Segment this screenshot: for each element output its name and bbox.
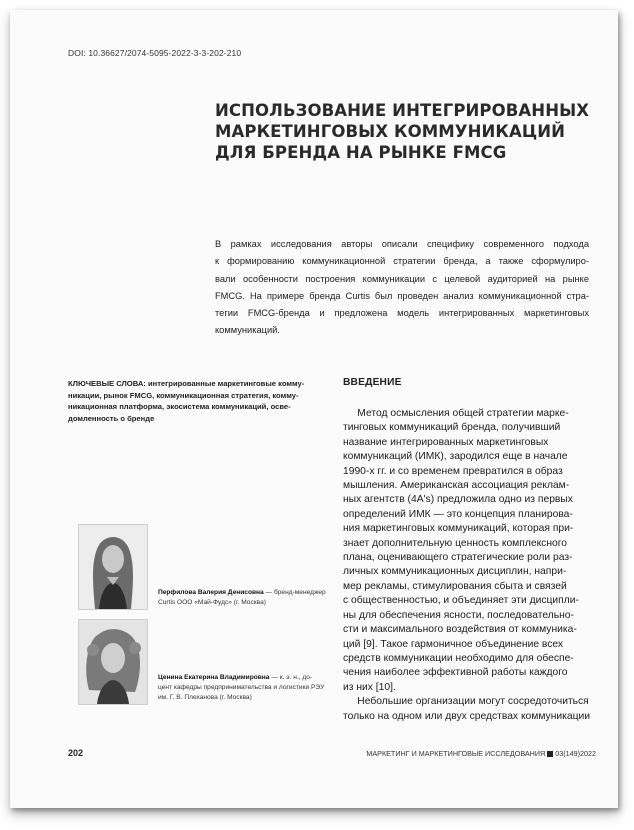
- author-role: — к. э. н., до-: [271, 674, 313, 681]
- keywords-line: КЛЮЧЕВЫЕ СЛОВА: интегрированные маркетинговые комму-: [68, 379, 305, 388]
- abstract-line: коммуникаций.: [215, 325, 280, 336]
- title-line: МАРКЕТИНГОВЫХ КОММУНИКАЦИЙ: [215, 122, 566, 141]
- keywords-line: никационная платформа, экосистема коммуникаций, осве-: [68, 402, 291, 412]
- title-line: ДЛЯ БРЕНДА НА РЫНКЕ FMCG: [215, 143, 507, 162]
- article-title: [215, 100, 590, 163]
- body-line: личных коммуникационных дисциплин, напри-: [343, 566, 567, 578]
- body-line: ны для обеспечения ясности, последовательно-: [343, 609, 574, 621]
- author-name: Ценина Екатерина Владимировна: [158, 674, 270, 681]
- abstract-line: FMCG. На примере бренда Curtis был проведен анализ коммуникационной стра-: [215, 290, 589, 301]
- journal-page: [10, 10, 618, 808]
- body-line: Метод осмысления общей стратегии марке-: [343, 408, 569, 419]
- body-line: Небольшие организации могут сосредоточиться: [343, 696, 589, 708]
- journal-footer: [366, 749, 596, 758]
- body-line: чения наиболее эффективной работы каждого: [343, 667, 568, 679]
- keywords-block: [68, 378, 320, 424]
- abstract: [215, 236, 589, 340]
- body-line: средств коммуникации необходимо для обеспе-: [343, 652, 574, 664]
- author-photo-2: [78, 619, 148, 705]
- author-affiliation: Curtis ООО «Май-Фудс» (г. Москва): [158, 599, 266, 606]
- keywords-line: домленность о бренде: [68, 413, 155, 423]
- author-name: Перфилова Валерия Денисовна: [158, 589, 264, 596]
- body-line: только на одном или двух средствах коммуникации: [343, 710, 591, 722]
- keywords-line: никации, рынок FMCG, коммуникационная стратегия, комму-: [68, 390, 299, 400]
- body-line: из них [10].: [343, 681, 396, 693]
- author-affiliation: цент кафедры предпринимательства и логистики РЭУ: [158, 684, 325, 691]
- body-line: ния маркетинговых коммуникаций, которая при-: [343, 523, 574, 535]
- body-line: коммуникаций (ИМК), зародился еще в начале: [343, 451, 568, 463]
- body-line: определений ИМК — это концепция планирова-: [343, 508, 573, 520]
- body-line: тинговых коммуникаций бренда, получивший: [343, 422, 561, 434]
- journal-issue: 03(149)2022: [555, 749, 596, 758]
- body-line: ных агентств (4A's) предложила одно из первых: [343, 494, 573, 506]
- title-line: ИСПОЛЬЗОВАНИЕ ИНТЕГРИРОВАННЫХ: [215, 101, 590, 120]
- page-number: 202: [68, 748, 84, 758]
- abstract-line: вали особенности построения коммуникации с целевой аудиторией на рынке: [215, 273, 589, 284]
- body-line: мер рекламы, стимулирования сбыта и связей: [343, 580, 567, 592]
- body-line: 1990-х гг. и со временем превратился в образ: [343, 465, 563, 477]
- body-line: сти и максимального воздействия от коммуника-: [343, 624, 577, 636]
- body-line: с общественностью, и объединяет эти дисципли-: [343, 595, 579, 607]
- body-line: знает дополнительную ценность комплексного: [343, 537, 568, 549]
- square-separator-icon: [547, 751, 553, 757]
- author-info-2: [158, 673, 328, 703]
- body-column: [343, 407, 593, 724]
- body-line: ций [9]. Такое гармоничное объединение всех: [343, 638, 564, 650]
- abstract-line: к формированию коммуникационной стратегии бренда, а также сформулиро-: [215, 256, 589, 267]
- abstract-line: тегии FMCG-бренда и предложена модель интегрированных маркетинговых: [215, 308, 589, 319]
- author-affiliation: им. Г. В. Плеханова (г. Москва): [158, 694, 252, 701]
- author-photo-1: [78, 524, 148, 610]
- doi-line: DOI: 10.36627/2074-5095-2022-3-3-202-210: [68, 48, 242, 58]
- author-info-1: [158, 588, 328, 608]
- section-heading: ВВЕДЕНИЕ: [343, 377, 402, 388]
- body-line: название интегрированных маркетинговых: [343, 436, 549, 448]
- author-role: — бренд-менеджер: [265, 589, 326, 596]
- body-line: мышления. Американская ассоциация реклам-: [343, 480, 570, 492]
- body-line: плана, оценивающего стратегические роли раз-: [343, 552, 573, 564]
- journal-name: МАРКЕТИНГ И МАРКЕТИНГОВЫЕ ИССЛЕДОВАНИЯ: [366, 749, 546, 758]
- abstract-line: В рамках исследования авторы описали специфику современного подхода: [215, 239, 589, 249]
